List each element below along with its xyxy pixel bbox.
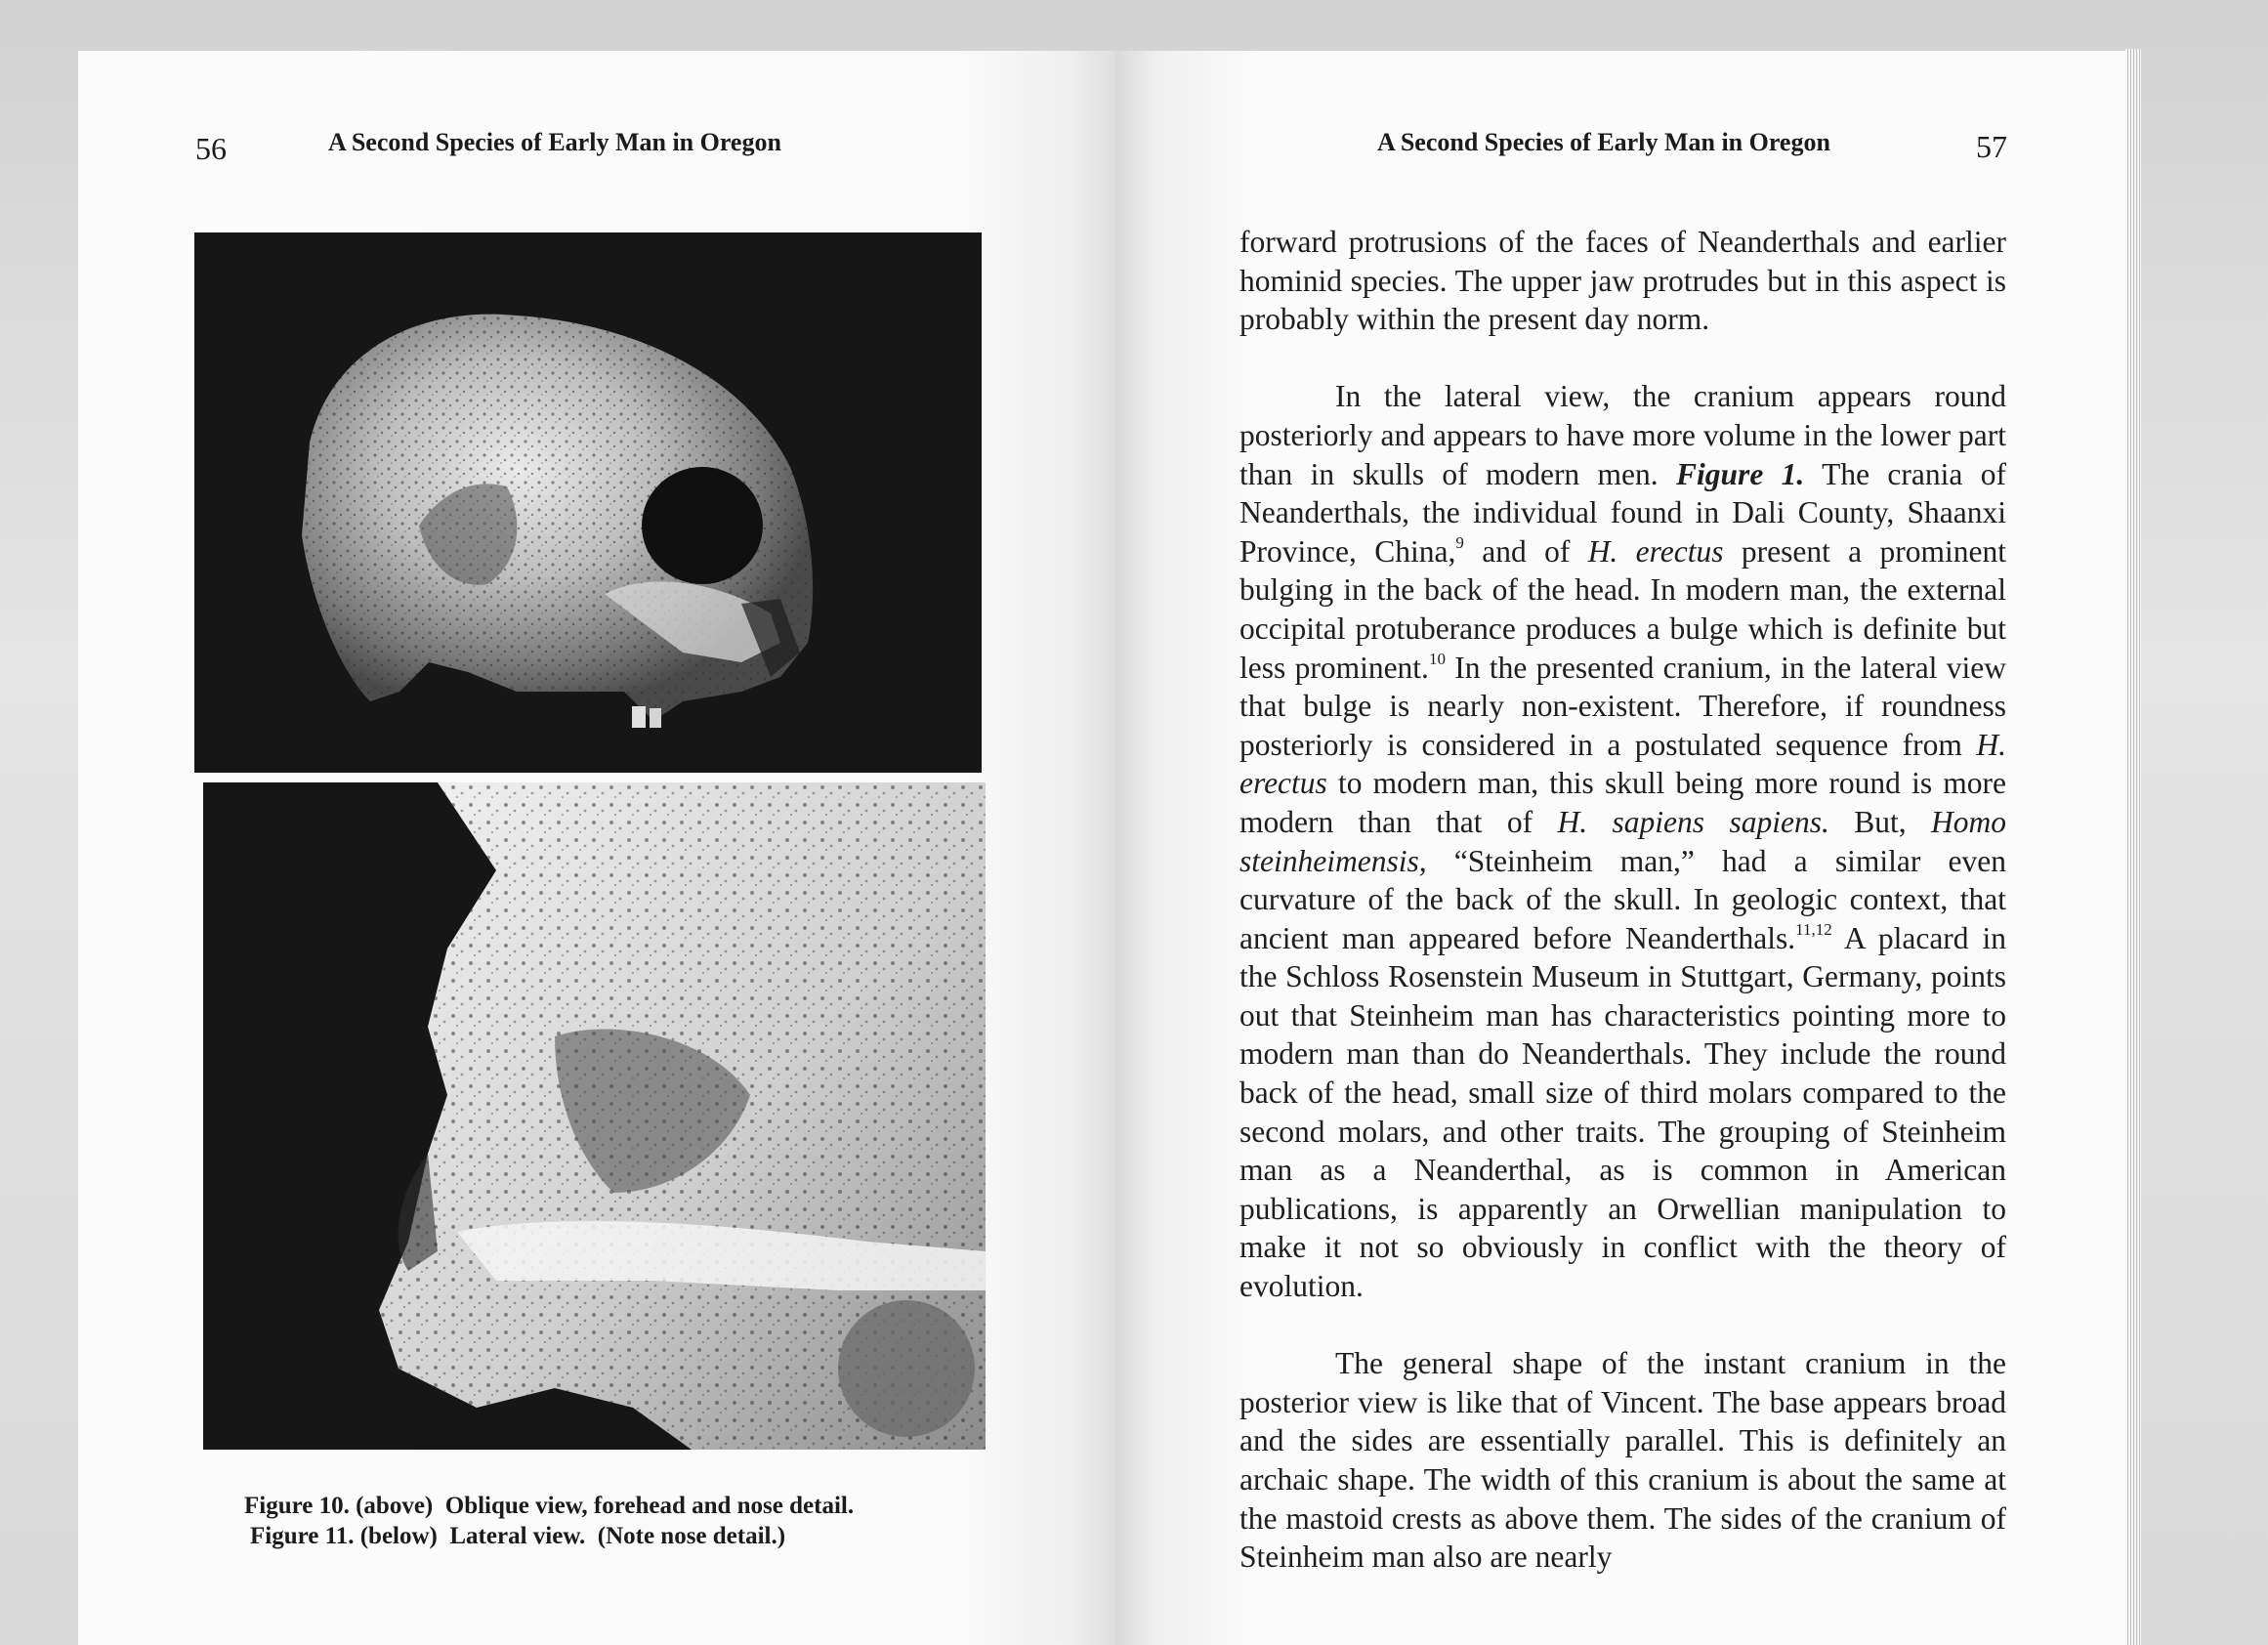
taxon-name: H. erectus <box>1587 533 1724 569</box>
figure-11-caption: Figure 11. (below) Lateral view. (Note nose detail.) <box>250 1523 786 1549</box>
paragraph-2-text: present a prominent bulging in the back of the head. In modern man, the external occipital protuberance produces a bulge which is definite but less prominent. <box>1239 533 2007 685</box>
skull-lateral-photo <box>203 782 986 1450</box>
taxon-name: H. sapiens sapiens. <box>1557 804 1829 839</box>
paragraph-1: forward protrusions of the faces of Neanderthals and earlier hominid species. The upper jaw protrudes but in this aspect is probably within the present day norm. <box>1239 225 2006 337</box>
taxon-name: Homo steinheimensis, <box>1239 804 2007 878</box>
paragraph-2 <box>1239 377 2006 1305</box>
skull-oblique-image <box>194 232 982 773</box>
paragraph-2-text: The crania of Neanderthals, the individual found in Dali County, Shaanxi Province, China, <box>1239 456 2006 569</box>
paragraph-2-text: A placard in the Schloss Rosenstein Museum in Stuttgart, Germany, points out that Steinheim man has characteristics pointing more to modern man than do Neanderthals. They include the round back of the head, small size of third molars compared to the second molars, and other traits. The grouping of Steinheim man as a Neanderthal, as is common in American publications, is apparently an Orwellian manipulation to make it not so obviously in conflict with the theory of evolution. <box>1239 920 2006 1304</box>
paragraph-2-text: to modern man, this skull being more round is more modern than that of <box>1239 766 2006 839</box>
page-edges <box>2125 49 2141 1645</box>
figure-reference: Figure 1. <box>1676 456 1805 491</box>
taxon-name: H. erectus <box>1239 727 2006 801</box>
running-head-right: A Second Species of Early Man in Oregon <box>1377 128 1830 156</box>
paragraph-2-text: In the presented cranium, in the lateral view that bulge is nearly non-existent. Therefore, if roundness posteriorly is considered in a postulated sequence from <box>1239 650 2006 762</box>
figure-10-caption: Figure 10. (above) Oblique view, forehead and nose detail. <box>244 1493 855 1519</box>
paragraph-2-text: But, <box>1828 804 1932 839</box>
running-head-left: A Second Species of Early Man in Oregon <box>328 128 781 156</box>
paragraph-2-text: “Steinheim man,” had a similar even curvature of the back of the skull. In geologic context, that ancient man appeared before Neanderthals. <box>1239 843 2006 955</box>
body-text <box>1239 223 2006 1577</box>
skull-oblique-photo <box>194 232 982 773</box>
footnote-marker: 10 <box>1428 649 1446 668</box>
paragraph-2-text: and of <box>1463 533 1588 569</box>
paragraph-3: The general shape of the instant cranium in the posterior view is like that of Vincent. The base appears broad and the sides are essentially parallel. This is definitely an archaic shape. The width of this cranium is about the same at the mastoid crests as above them. The sides of the cranium of Steinheim man also are nearly <box>1239 1346 2006 1575</box>
paragraph-2-text: In the lateral view, the cranium appears round posteriorly and appears to have more volume in the lower part than in skulls of modern men. <box>1239 379 2006 491</box>
footnote-marker: 9 <box>1455 532 1464 552</box>
footnote-marker: 11,12 <box>1795 919 1832 939</box>
skull-lateral-image <box>203 782 986 1450</box>
page-number-right: 57 <box>1976 129 2007 164</box>
page-number-left: 56 <box>195 131 227 166</box>
